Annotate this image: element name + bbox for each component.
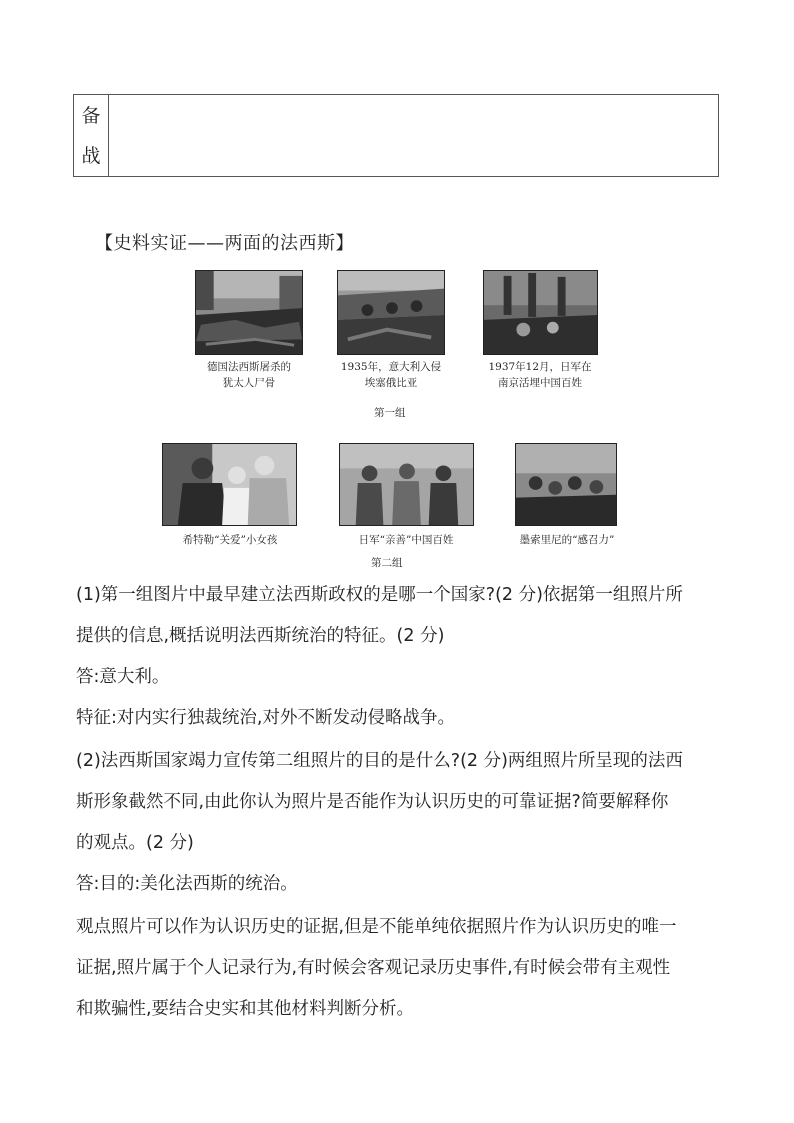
caption-photo-3 (475, 359, 605, 391)
question-2-view-line-3: 和欺骗性,要结合史实和其他材料判断分析。 (76, 999, 415, 1019)
question-2-line-2: 斯形象截然不同,由此你认为照片是否能作为认识历史的可靠证据?简要解释你 (76, 792, 669, 812)
caption-photo-6: 墨索里尼的“感召力” (519, 534, 615, 546)
question-1-line-2: 提供的信息,概括说明法西斯统治的特征。(2 分) (76, 626, 445, 646)
caption-photo-3-line-1: 1937年12月，日军在 (488, 361, 592, 373)
question-1-line-1: (1)第一组图片中最早建立法西斯政权的是哪一个国家?(2 分)依据第一组照片所 (76, 585, 683, 605)
photo-hitler-girl (162, 443, 297, 526)
question-2-line-3: 的观点。(2 分) (76, 833, 194, 853)
group-1-label: 第一组 (374, 407, 406, 419)
section-title: 【史料实证——两面的法西斯】 (95, 233, 354, 254)
question-1-feature: 特征:对内实行独裁统治,对外不断发动侵略战争。 (76, 708, 455, 728)
caption-photo-1 (189, 359, 309, 391)
caption-photo-1-line-2: 犹太人尸骨 (222, 377, 276, 389)
caption-photo-2 (326, 359, 456, 391)
photo-holocaust-remains (195, 270, 303, 355)
question-2-view-line-2: 证据,照片属于个人记录行为,有时候会客观记录历史事件,有时候会带有主观性 (76, 958, 671, 978)
photo-japanese-army-chinese-civilians (339, 443, 474, 526)
caption-photo-4: 希特勒“关爱”小女孩 (182, 534, 278, 546)
notes-label (74, 95, 109, 176)
caption-photo-5: 日军“亲善”中国百姓 (358, 534, 454, 546)
caption-photo-2-line-1: 1935年，意大利入侵 (340, 361, 442, 373)
photo-italy-invades-ethiopia (337, 270, 445, 355)
notes-table (73, 94, 719, 177)
notes-content-area[interactable] (109, 95, 718, 176)
notes-label-char-2: 战 (81, 144, 101, 167)
notes-label-char-1: 备 (81, 104, 101, 127)
caption-photo-3-line-2: 南京活埋中国百姓 (498, 377, 582, 389)
photo-mussolini-crowd (515, 443, 617, 526)
caption-photo-2-line-2: 埃塞俄比亚 (364, 377, 418, 389)
question-2-view-line-1: 观点照片可以作为认识历史的证据,但是不能单纯依据照片作为认识历史的唯一 (76, 917, 677, 937)
question-1-answer: 答:意大利。 (76, 667, 170, 687)
question-2-answer: 答:目的:美化法西斯的统治。 (76, 874, 298, 894)
photo-nanjing-massacre (483, 270, 598, 355)
question-2-line-1: (2)法西斯国家竭力宣传第二组照片的目的是什么?(2 分)两组照片所呈现的法西 (76, 751, 683, 771)
caption-photo-1-line-1: 德国法西斯屠杀的 (207, 361, 291, 373)
group-2-label: 第二组 (371, 557, 403, 569)
